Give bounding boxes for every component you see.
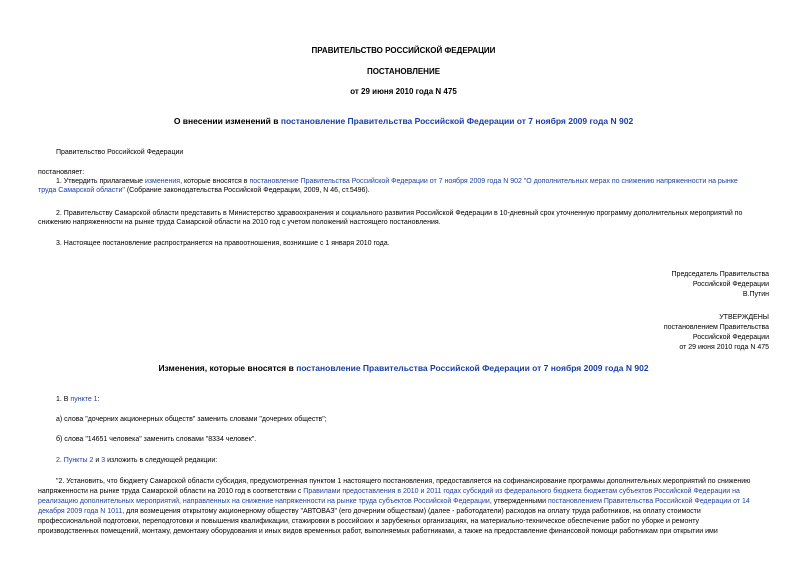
changes-link[interactable]: изменения <box>144 178 181 185</box>
decree-902-link[interactable]: постановление Правительства Российской Федерации от 7 ноября 2009 года N 902 "О дополнительных мерах по снижению напряженности на рынке <box>249 178 738 185</box>
point-1-link[interactable]: пункте 1 <box>70 396 98 403</box>
changes-title-prefix: Изменения, которые вносятся в <box>158 363 297 373</box>
item-1-line-2 <box>38 186 370 195</box>
change-1-a: а) слова "дочерних акционерных обществ" заменить словами "дочерних обществ"; <box>56 416 327 423</box>
quote-line-3-text: , утвержденными <box>489 498 548 505</box>
point-3-link[interactable]: 3 <box>101 457 106 464</box>
change-1 <box>56 395 100 404</box>
header-government: ПРАВИТЕЛЬСТВО РОССИЙСКОЙ ФЕДЕРАЦИИ <box>311 46 496 55</box>
item-1-line-1 <box>56 177 738 186</box>
approved-label: УТВЕРЖДЕНЫ <box>719 314 769 321</box>
signature-country: Российской Федерации <box>692 281 769 288</box>
resolves-text: постановляет: <box>38 169 85 176</box>
changes-title-link[interactable]: постановление Правительства Российской Федерации от 7 ноября 2009 года N 902 <box>296 363 649 373</box>
doc-title-prefix: О внесении изменений в <box>173 116 281 126</box>
approved-line-3: Российской Федерации <box>692 334 769 341</box>
header-date: от 29 июня 2010 года N 475 <box>350 87 457 96</box>
quote-line-4-text: , для возмещения открытому акционерному обществу "АВТОВАЗ" (его дочерним обществам) (далее - работодатели) расходов на оплату труда работников, на оплату стоимости <box>122 508 701 515</box>
signature-title: Председатель Правительства <box>671 271 769 278</box>
item-3: 3. Настоящее постановление распространяется на правоотношения, возникшие с 1 января 2010 года. <box>56 240 390 247</box>
quote-line-2 <box>38 487 740 496</box>
gov-name: Правительство Российской Федерации <box>56 149 184 156</box>
change-2-text: изложить в следующей редакции: <box>105 457 218 464</box>
change-1-b: б) слова "14651 человека" заменить словами "8334 человек". <box>56 436 257 443</box>
item-2-line-2: снижению напряженности на рынке труда Самарской области на 2010 год с учетом положений настоящего постановления. <box>38 219 441 226</box>
approved-line-4: от 29 июня 2010 года N 475 <box>679 344 769 351</box>
quote-line-3 <box>38 497 750 506</box>
rules-link[interactable]: Правилами предоставления в 2010 и 2011 годах субсидий из федерального бюджета бюджетам субъектов Российской Федерации на <box>303 488 740 495</box>
decree-902-link-cont[interactable]: труда Самарской области" <box>38 187 125 194</box>
changes-title <box>0 364 807 373</box>
quote-line-1: "2. Установить, что бюджету Самарской области субсидия, предусмотренная пунктом 1 настоящего постановления, предоставляется на софинансирование программы дополнительных мероприятий по снижению <box>56 478 751 485</box>
quote-line-6: производственных помещений, монтажу, демонтажу оборудования и иных видов временных работ, выполняемых работниками, а также на предоставление финансовой помощи работникам при открытии ими <box>38 528 718 535</box>
change-2 <box>56 456 217 465</box>
decree-1011-link[interactable]: постановлением Правительства Российской Федерации от 14 <box>547 498 750 505</box>
item-1-text-b: , которые вносятся в <box>180 178 250 185</box>
item-1-text-a: 1. Утвердить прилагаемые <box>56 178 145 185</box>
header-doc-type: ПОСТАНОВЛЕНИЕ <box>366 67 441 76</box>
points-2-link[interactable]: 2. Пункты 2 <box>56 457 94 464</box>
doc-title-link[interactable]: постановление Правительства Российской Федерации от 7 ноября 2009 года N 902 <box>280 116 634 126</box>
quote-line-4 <box>38 507 701 516</box>
quote-line-2-text: напряженности на рынке труда Самарской области на 2010 год в соответствии с <box>38 488 304 495</box>
rules-link-cont[interactable]: реализацию дополнительных мероприятий, направленных на снижение напряженности на рынке труда субъектов Российской Федерации <box>38 498 490 505</box>
signature-name: В.Путин <box>742 291 769 298</box>
quote-line-5: профессиональной подготовки, переподготовки и повышения квалификации, стажировки в российских и зарубежных организациях, на материально-техническое обеспечение работ по уборке и ремонту <box>38 518 700 525</box>
change-1-text-b: : <box>97 396 100 403</box>
decree-1011-link-cont[interactable]: декабря 2009 года N 1011 <box>38 508 123 515</box>
approved-line-2: постановлением Правительства <box>663 324 769 331</box>
doc-title <box>0 117 807 126</box>
item-1-text-c: (Собрание законодательства Российской Федерации, 2009, N 46, ст.5496). <box>124 187 370 194</box>
change-1-text-a: 1. В <box>56 396 71 403</box>
change-2-and: и <box>93 457 102 464</box>
item-2-line-1: 2. Правительству Самарской области представить в Министерство здравоохранения и социального развития Российской Федерации в 10-дневный срок уточненную программу дополнительных мероприятий по <box>56 210 743 217</box>
